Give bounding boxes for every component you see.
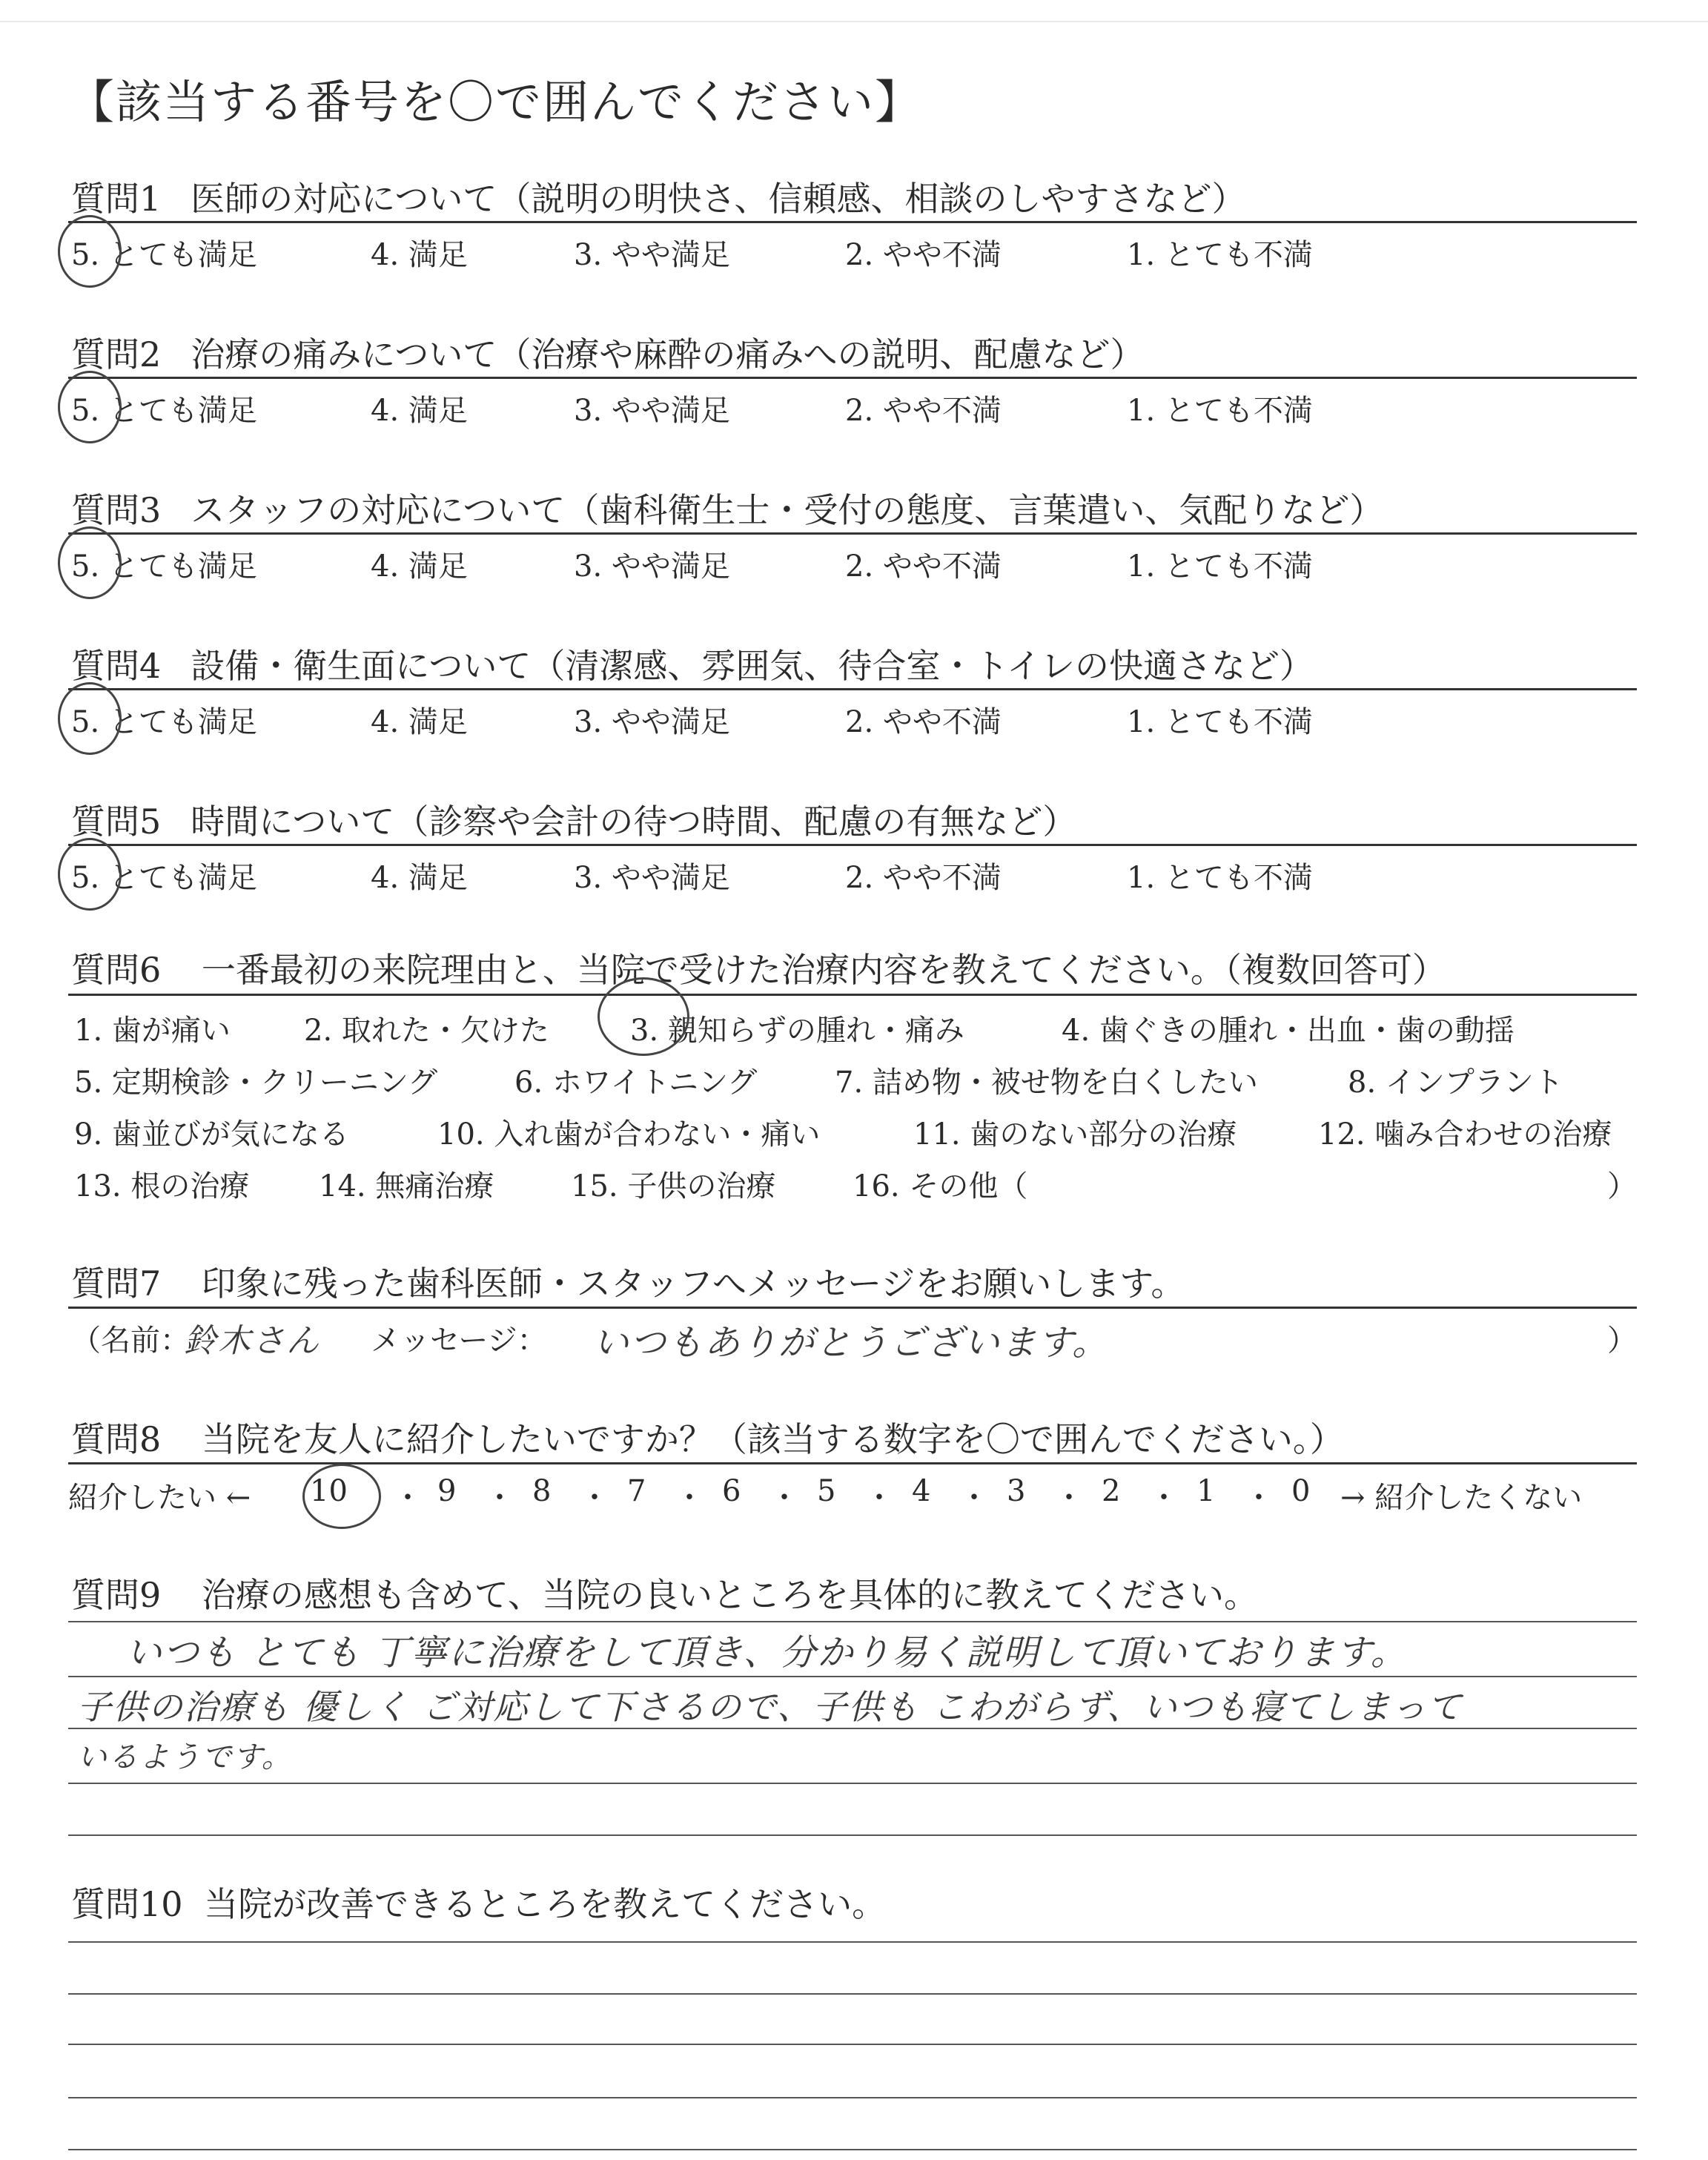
q6-option[interactable]: 11. 歯のない部分の治療	[913, 1117, 1237, 1152]
q1-option-1[interactable]: 1. とても不満	[1127, 238, 1313, 272]
q1-label: 質問1	[71, 179, 162, 219]
q2-title	[71, 328, 1144, 377]
q2-rule	[68, 377, 1637, 379]
q1-text: 医師の対応について（説明の明快さ、信頼感、相談のしやすさなど）	[191, 179, 1246, 219]
q4-rule	[68, 688, 1637, 690]
q4-label: 質問4	[71, 646, 162, 686]
q7-message-label: メッセージ：	[371, 1324, 547, 1358]
q9-answer-line	[68, 1834, 1637, 1836]
q5-text: 時間について（診察や会計の待つ時間、配慮の有無など）	[191, 802, 1077, 842]
q7-message-value[interactable]: いつもありがとうございます。	[593, 1322, 1110, 1364]
q5-option-1[interactable]: 1. とても不満	[1127, 861, 1313, 895]
q4-text: 設備・衛生面について（清潔感、雰囲気、待合室・トイレの快適さなど）	[191, 646, 1314, 686]
q3-text: スタッフの対応について（歯科衛生士・受付の態度、言葉遣い、気配りなど）	[191, 490, 1384, 530]
q6-option: ）	[1607, 1169, 1637, 1203]
q2-option-4[interactable]: 4. 満足	[371, 394, 468, 428]
q8-scale-10[interactable]: 10	[310, 1474, 348, 1508]
q10-answer-line	[68, 2044, 1637, 2045]
q9-handwritten-answer[interactable]: いつも とても 丁寧に治療をして頂き、分かり易く説明して頂いております。	[126, 1632, 1408, 1674]
q6-option[interactable]: 1. 歯が痛い	[74, 1014, 231, 1048]
q6-option[interactable]: 4. 歯ぐきの腫れ・出血・歯の動揺	[1062, 1014, 1515, 1048]
q10-title: 質問10 当院が改善できるところを教えてください。	[71, 1884, 887, 1924]
q6-option[interactable]: 6. ホワイトニング	[514, 1066, 758, 1100]
q8-scale-1[interactable]: 1	[1196, 1474, 1216, 1508]
q8-rule	[68, 1462, 1637, 1464]
q4-option-5[interactable]: 5. とても満足	[71, 705, 257, 739]
q8-scale-4[interactable]: 4	[912, 1474, 931, 1508]
scan-top-edge	[0, 21, 1708, 22]
q6-option[interactable]: 5. 定期検診・クリーニング	[74, 1066, 438, 1100]
q3-title	[71, 483, 1383, 532]
q1-title	[71, 172, 1246, 221]
q2-option-3[interactable]: 3. やや満足	[574, 394, 730, 428]
q9-answer-line	[68, 1676, 1637, 1677]
q2-label: 質問2	[71, 334, 162, 374]
q3-option-4[interactable]: 4. 満足	[371, 549, 468, 584]
q8-dot-separator: ・	[864, 1481, 894, 1515]
q2-option-1[interactable]: 1. とても不満	[1127, 394, 1313, 428]
q6-option[interactable]: 14. 無痛治療	[319, 1169, 494, 1203]
q1-option-5[interactable]: 5. とても満足	[71, 238, 257, 272]
q9-handwritten-answer[interactable]: いるようです。	[77, 1740, 293, 1774]
q7-rule	[68, 1307, 1637, 1309]
q10-answer-line	[68, 1941, 1637, 1943]
q5-option-3[interactable]: 3. やや満足	[574, 861, 730, 895]
q8-scale-6[interactable]: 6	[722, 1474, 741, 1508]
q6-option[interactable]: 15. 子供の治療	[571, 1169, 776, 1203]
q8-right-label: → 紹介したくない	[1340, 1481, 1583, 1515]
q5-label: 質問5	[71, 802, 162, 842]
q3-label: 質問3	[71, 490, 162, 530]
q6-option[interactable]: 13. 根の治療	[74, 1169, 250, 1203]
q4-selection-circle	[58, 682, 122, 755]
q9-answer-line	[68, 1783, 1637, 1784]
q5-rule	[68, 844, 1637, 846]
q8-dot-separator: ・	[580, 1481, 609, 1515]
q7-name-value[interactable]: 鈴木さん	[184, 1322, 320, 1360]
q8-dot-separator: ・	[1149, 1481, 1179, 1515]
q4-option-3[interactable]: 3. やや満足	[574, 705, 730, 739]
q6-option[interactable]: 7. 詰め物・被せ物を白くしたい	[835, 1066, 1258, 1100]
q6-title: 質問6 一番最初の来院理由と、当院で受けた治療内容を教えてください。（複数回答可）	[71, 950, 1446, 990]
q6-option[interactable]: 12. 噛み合わせの治療	[1318, 1117, 1612, 1152]
q1-option-4[interactable]: 4. 満足	[371, 238, 468, 272]
q5-selection-circle	[58, 838, 122, 911]
q5-option-5[interactable]: 5. とても満足	[71, 861, 257, 895]
q2-selection-circle	[58, 371, 122, 443]
q2-option-2[interactable]: 2. やや不満	[845, 394, 1002, 428]
q8-title: 質問8 当院を友人に紹介したいですか？（該当する数字を〇で囲んでください。）	[71, 1419, 1344, 1459]
q8-scale-5[interactable]: 5	[817, 1474, 836, 1508]
q8-scale-3[interactable]: 3	[1007, 1474, 1026, 1508]
q4-option-1[interactable]: 1. とても不満	[1127, 705, 1313, 739]
q6-option[interactable]: 8. インプラント	[1348, 1066, 1563, 1100]
q8-scale-7[interactable]: 7	[627, 1474, 646, 1508]
q1-option-3[interactable]: 3. やや満足	[574, 238, 730, 272]
q8-scale-2[interactable]: 2	[1102, 1474, 1121, 1508]
q3-option-2[interactable]: 2. やや不満	[845, 549, 1002, 584]
q8-scale-8[interactable]: 8	[532, 1474, 552, 1508]
q10-answer-line	[68, 2097, 1637, 2098]
q8-dot-separator: ・	[485, 1481, 514, 1515]
q8-scale-9[interactable]: 9	[437, 1474, 457, 1508]
q10-answer-line	[68, 1993, 1637, 1995]
q8-dot-separator: ・	[959, 1481, 989, 1515]
form-header: 【該当する番号を〇で囲んでください】	[68, 75, 923, 129]
q9-answer-line	[68, 1621, 1637, 1622]
q4-title	[71, 639, 1314, 688]
q2-option-5[interactable]: 5. とても満足	[71, 394, 257, 428]
q2-text: 治療の痛みについて（治療や麻酔の痛みへの説明、配慮など）	[191, 334, 1145, 374]
q3-option-1[interactable]: 1. とても不満	[1127, 549, 1313, 584]
q4-option-2[interactable]: 2. やや不満	[845, 705, 1002, 739]
q5-option-2[interactable]: 2. やや不満	[845, 861, 1002, 895]
q8-dot-separator: ・	[1054, 1481, 1084, 1515]
q6-rule	[68, 994, 1637, 996]
q8-dot-separator: ・	[675, 1481, 704, 1515]
q4-option-4[interactable]: 4. 満足	[371, 705, 468, 739]
q9-title: 質問9 治療の感想も含めて、当院の良いところを具体的に教えてください。	[71, 1575, 1258, 1615]
q6-option[interactable]: 16. その他（	[853, 1169, 1028, 1203]
q6-selection-circle	[598, 977, 689, 1056]
q6-option[interactable]: 2. 取れた・欠けた	[304, 1014, 549, 1048]
q3-selection-circle	[58, 526, 122, 599]
q7-name-label: （名前：	[71, 1324, 190, 1358]
q8-dot-separator: ・	[393, 1481, 423, 1515]
q1-rule	[68, 221, 1637, 223]
q6-option[interactable]: 10. 入れ歯が合わない・痛い	[437, 1117, 821, 1152]
q5-option-4[interactable]: 4. 満足	[371, 861, 468, 895]
q7-title: 質問7 印象に残った歯科医師・スタッフへメッセージをお願いします。	[71, 1264, 1185, 1304]
q1-selection-circle	[58, 215, 122, 288]
q5-title	[71, 795, 1076, 844]
q3-rule	[68, 532, 1637, 535]
q8-dot-separator: ・	[1244, 1481, 1274, 1515]
q8-scale-0[interactable]: 0	[1291, 1474, 1311, 1508]
q8-left-label: 紹介したい ←	[68, 1481, 251, 1515]
q3-option-5[interactable]: 5. とても満足	[71, 549, 257, 584]
q6-option[interactable]: 9. 歯並びが気になる	[74, 1117, 349, 1152]
q6-option[interactable]: 3. 親知らずの腫れ・痛み	[630, 1014, 964, 1048]
q8-dot-separator: ・	[769, 1481, 799, 1515]
q8-selection-circle	[302, 1464, 381, 1529]
q3-option-3[interactable]: 3. やや満足	[574, 549, 730, 584]
q10-answer-line	[68, 2149, 1637, 2150]
q1-option-2[interactable]: 2. やや不満	[845, 238, 1002, 272]
q7-close-paren: ）	[1607, 1324, 1637, 1358]
q9-handwritten-answer[interactable]: 子供の治療も 優しく ご対応して下さるので、子供も こわがらず、いつも寝てしまって	[77, 1687, 1463, 1727]
